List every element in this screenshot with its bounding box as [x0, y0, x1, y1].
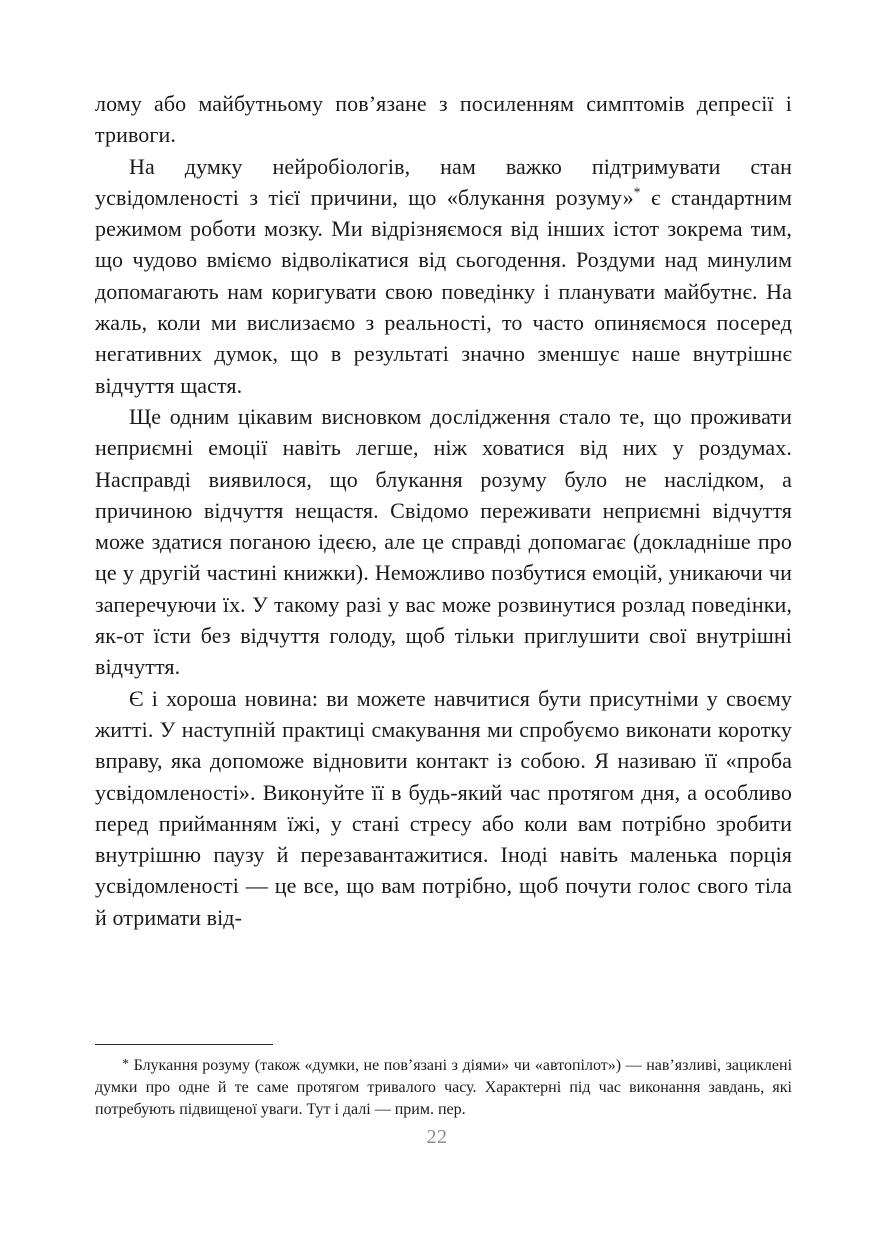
footnote-body: Блукання розуму (також «думки, не пов’язані з діями» чи «автопілот») — нав’язливі, зациклені думки про одне й те саме протягом тривалого часу. Характерні під час виконання завдань, які потребують підвищеної уваги. Тут і далі — прим. пер.: [95, 1057, 793, 1118]
page-number: 22: [426, 1126, 448, 1148]
text-run: лому або майбутньому пов’язане з посиленням симптомів депресії і тривоги.: [95, 91, 792, 148]
body-text: [95, 88, 792, 933]
footnote-block: [95, 1044, 792, 1121]
text-run: Ще одним цікавим висновком дослідження стало те, що проживати неприємні емоції навіть легше, ніж ховатися від них у роздумах. Насправді виявилося, що блукання розуму було не наслідком, а причиною відчуття нещастя. Свідомо переживати неприємні відчуття може здатися поганою ідеєю, але це справді допомагає (докладніше про це у другій частині книжки). Неможливо позбутися емоцій, уникаючи чи заперечуючи їх. У такому разі у вас може розвинутися розлад поведінки, як-от їсти без відчуття голоду, щоб тільки приглушити свої внутрішні відчуття.: [95, 403, 792, 680]
footnote-reference-asterisk: *: [633, 184, 641, 200]
text-run: На думку нейробіологів, нам важко підтримувати стан усвідомленості з тієї причини, що «блукання розуму»: [95, 153, 792, 210]
footnote-marker: *: [122, 1057, 129, 1072]
paragraph: [95, 401, 792, 683]
text-run: є стандартним режимом роботи мозку. Ми відрізняємося від інших істот зокрема тим, що чудово вміємо відволікатися від сьогодення. Роздуми над минулим допомагають нам коригувати свою поведінку і планувати майбутнє. На жаль, коли ми вислизаємо з реальності, то часто опиняємося посеред негативних думок, що в результаті значно зменшує наше внутрішнє відчуття щастя.: [95, 184, 793, 398]
text-run: Є і хороша новина: ви можете навчитися бути присутніми у своєму житті. У наступній практиці смакування ми спробуємо виконати коротку вправу, яка допоможе відновити контакт із собою. Я називаю її «проба усвідомленості». Виконуйте її в будь-який час протягом дня, а особливо перед прийманням їжі, у стані стресу або коли вам потрібно зробити внутрішню паузу й перезавантажитися. Іноді навіть маленька порція усвідомленості — це все, що вам потрібно, щоб почути голос свого тіла й отримати від-: [95, 685, 792, 930]
footnote-separator: [95, 1044, 273, 1045]
footnote-text: [95, 1054, 792, 1121]
paragraph: [95, 683, 792, 933]
paragraph: [95, 151, 792, 401]
paragraph: [95, 88, 792, 151]
